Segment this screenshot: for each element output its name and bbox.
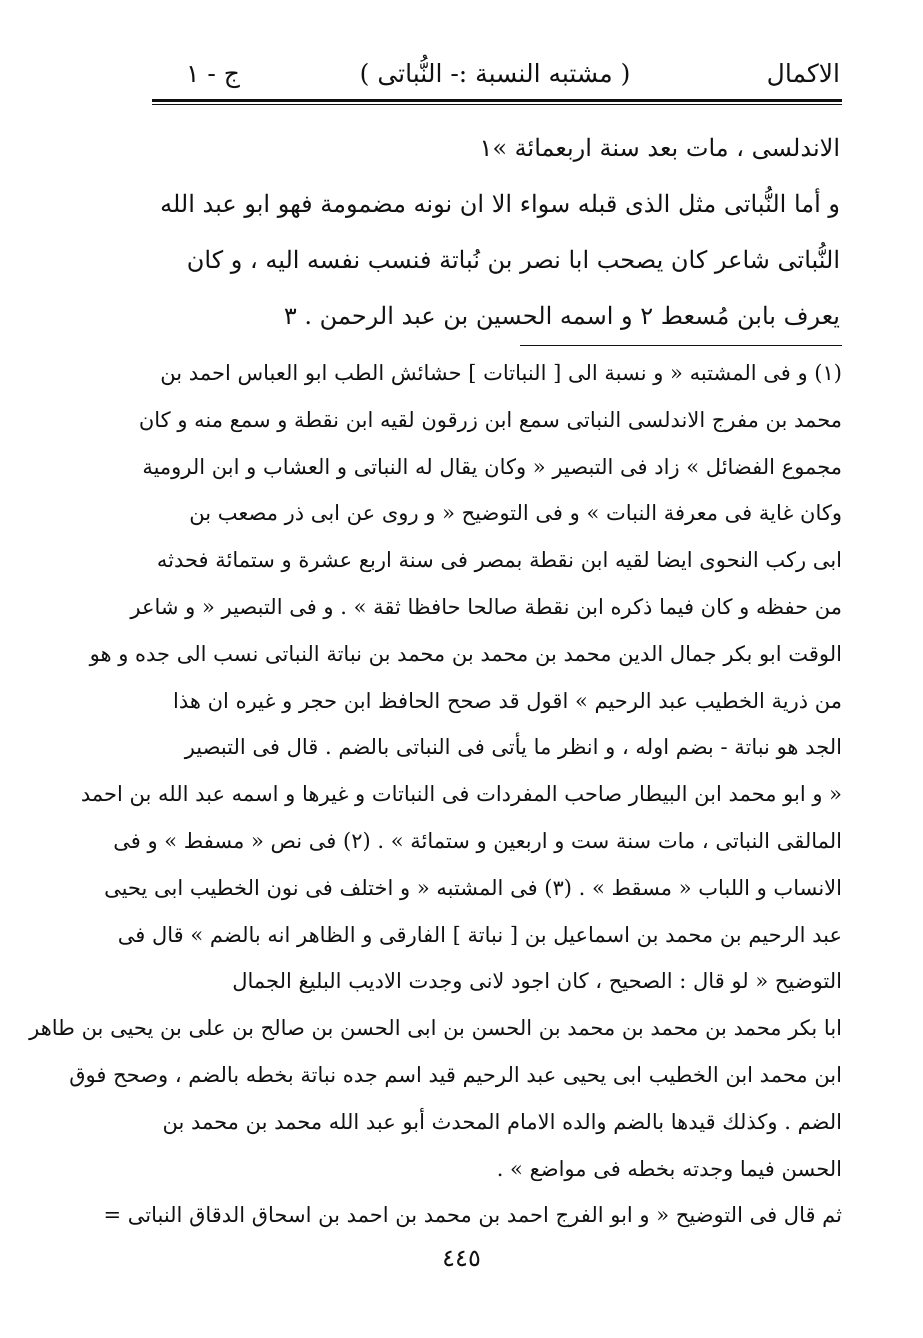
footnote-line: الانساب و اللباب « مسقط » . (٣) فى المشتبه « و اختلف فى نون الخطيب ابى يحيى <box>104 875 842 900</box>
main-text <box>160 120 840 344</box>
footnote-line: الحسن فيما وجدته بخطه فى مواضع » . <box>496 1156 842 1181</box>
header-rule-thin <box>152 104 842 105</box>
footnote-line: الضم . وكذلك قيدها بالضم والده الامام المحدث أبو عبد الله محمد بن محمد بن <box>162 1109 842 1134</box>
volume-label: ج - ١ <box>186 59 240 88</box>
text-line: و أما النُّباتى مثل الذى قبله سواء الا ان نونه مضمومة فهو ابو عبد الله <box>160 190 840 218</box>
footnote-line: ابا بكر محمد بن محمد بن محمد بن الحسن بن ابى الحسن بن صالح بن على بن يحيى بن طاهر <box>29 1016 842 1041</box>
footnote-line: عبد الرحيم بن محمد بن اسماعيل بن [ نباتة ] الفارقى و الظاهر انه بالضم » قال فى <box>117 922 842 947</box>
page-number: ٤٤٥ <box>442 1244 481 1272</box>
text-line: النُّباتى شاعر كان يصحب ابا نصر بن نُباتة فنسب نفسه اليه ، و كان <box>186 246 840 274</box>
footnote-line: محمد بن مفرج الاندلسى النباتى سمع ابن زرقون لقيه ابن نقطة و سمع منه و كان <box>138 407 842 432</box>
footnote-line: ابى ركب النحوى ايضا لقيه ابن نقطة بمصر فى سنة اربع عشرة و ستمائة فحدثه <box>156 548 842 573</box>
footnote-line: من ذرية الخطيب عبد الرحيم » اقول قد صحح الحافظ ابن حجر و غيره ان هذا <box>173 688 842 713</box>
footnote-line: « و ابو محمد ابن البيطار صاحب المفردات فى النباتات و غيرها و اسمه عبد الله بن احمد <box>80 782 842 807</box>
footnote-line: (١) و فى المشتبه « و نسبة الى [ النباتات ] حشائش الطب ابو العباس احمد بن <box>160 361 842 385</box>
footnotes <box>29 350 842 1239</box>
footnote-line: ثم قال فى التوضيح « و ابو الفرج احمد بن محمد بن احمد بن اسحاق الدقاق النباتى = <box>103 1203 842 1228</box>
footnote-line: الجد هو نباتة - بضم اوله ، و انظر ما يأتى فى النباتى بالضم . قال فى التبصير <box>184 735 842 760</box>
footnote-line: التوضيح « لو قال : الصحيح ، كان اجود لانى وجدت الاديب البليغ الجمال <box>232 969 842 994</box>
footnote-line: من حفظه و كان فيما ذكره ابن نقطة صالحا حافظا ثقة » . و فى التبصير « و شاعر <box>130 594 842 619</box>
section-title: ( مشتبه النسبة :- النُّباتى ) <box>359 59 631 88</box>
footnote-line: ابن محمد ابن الخطيب ابى يحيى عبد الرحيم قيد اسم جده نباتة بخطه بالضم ، وصحح فوق <box>69 1062 842 1087</box>
text-line: الاندلسى ، مات بعد سنة اربعمائة »١ <box>479 134 840 162</box>
footnote-line: المالقى النباتى ، مات سنة ست و اربعين و ستمائة » . (٢) فى نص « مسفط » و فى <box>113 828 842 853</box>
footnote-separator <box>520 345 842 346</box>
header-rule <box>152 99 842 102</box>
text-line: يعرف بابن مُسعط ٢ و اسمه الحسين بن عبد الرحمن . ٣ <box>283 302 840 330</box>
footnote-line: وكان غاية فى معرفة النبات » و فى التوضيح « و روى عن ابى ذر مصعب بن <box>189 501 842 526</box>
running-header <box>150 52 840 96</box>
footnote-line: مجموع الفضائل » زاد فى التبصير « وكان يقال له النباتى و العشاب و ابن الرومية <box>142 454 842 479</box>
book-title: الاكمال <box>766 59 840 88</box>
footnote-line: الوقت ابو بكر جمال الدين محمد بن محمد بن محمد بن نباتة النباتى نسب الى جده و هو <box>89 641 842 666</box>
